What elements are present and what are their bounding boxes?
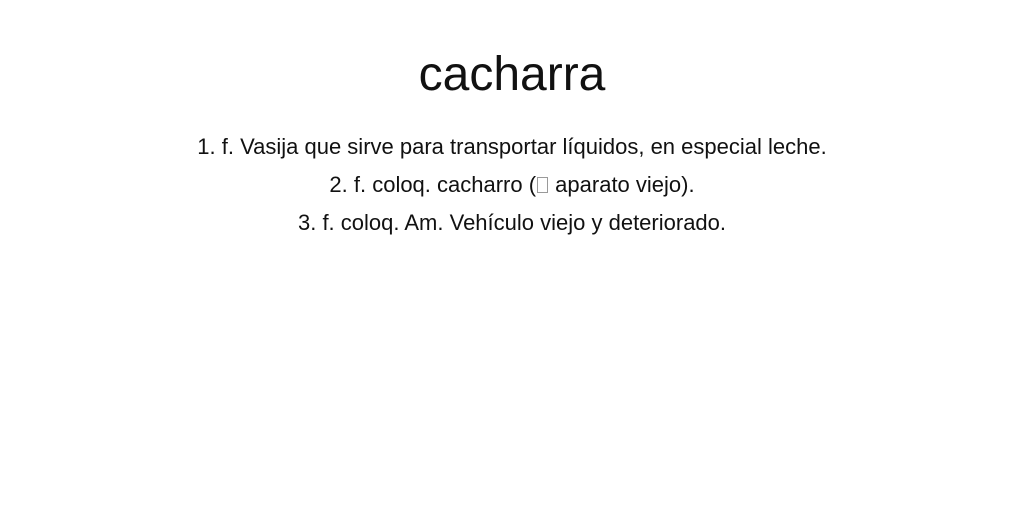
missing-glyph-icon [537, 177, 548, 193]
definition-2-text-after: aparato viejo). [549, 172, 695, 197]
headword-title: cacharra [418, 48, 606, 101]
definition-2-text-before: 2. f. coloq. cacharro ( [329, 172, 537, 197]
definition-1: 1. f. Vasija que sirve para transportar líquidos, en especial leche. [197, 134, 827, 159]
definition-3: 3. f. coloq. Am. Vehículo viejo y deteriorado. [297, 210, 727, 235]
definition-2 [0, 166, 1024, 204]
definitions-list [0, 128, 1024, 242]
